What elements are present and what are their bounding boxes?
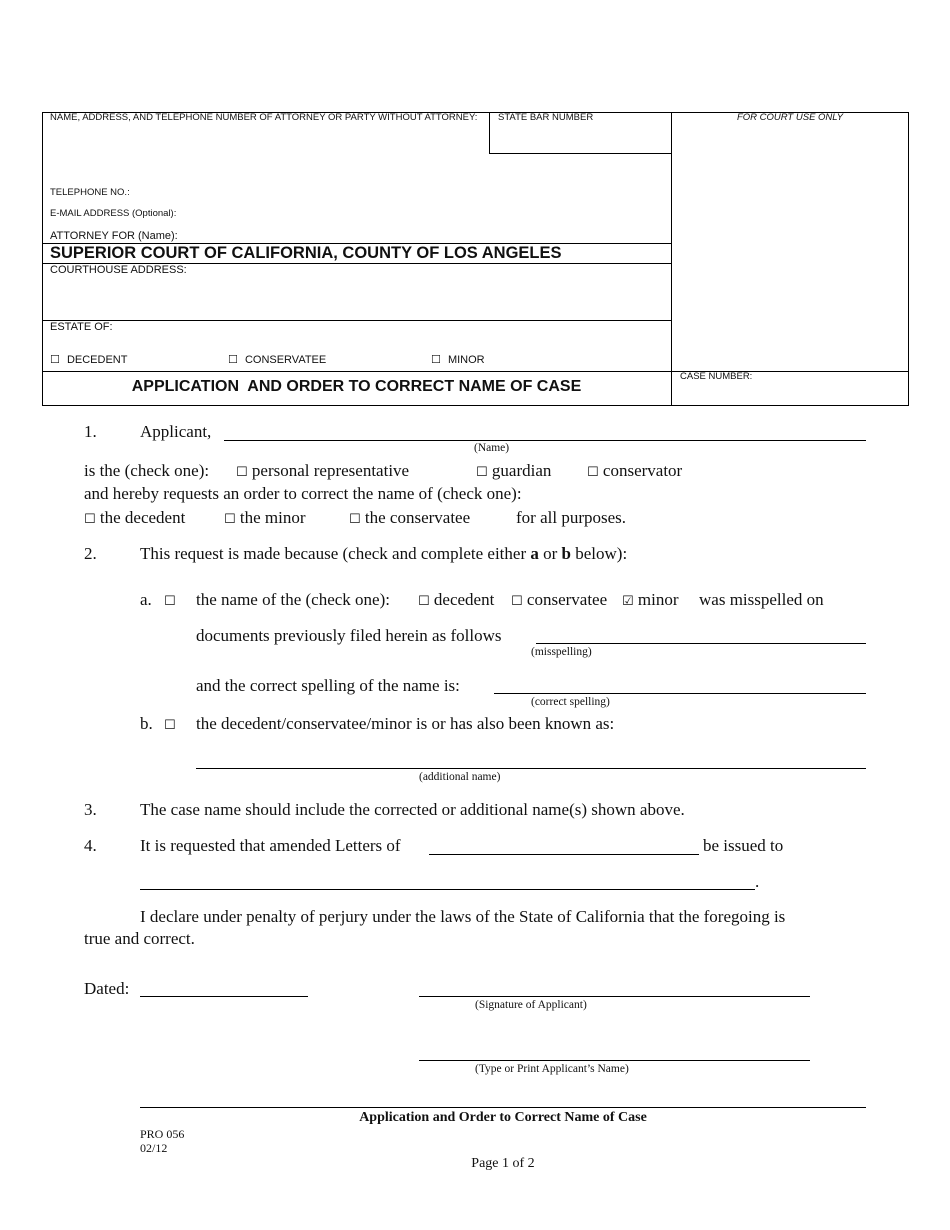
estate-label: ESTATE OF: [50,321,113,333]
form-date: 02/12 [140,1141,168,1155]
signature-caption: (Signature of Applicant) [475,999,587,1011]
for-all-purposes: for all purposes. [516,508,627,527]
item2b-checkbox[interactable] [164,714,176,734]
estate-minor-label: MINOR [447,354,485,366]
attorney-for-label: ATTORNEY FOR (Name): [50,230,178,242]
checkbox-icon[interactable]: ☐ [476,465,488,480]
declaration-line2: true and correct. [84,929,195,948]
item3-number: 3. [84,800,97,819]
telephone-label: TELEPHONE NO.: [50,187,130,198]
correct-spelling-caption: (correct spelling) [531,696,610,708]
checkbox-icon[interactable]: ☐ [164,594,176,609]
email-label: E-MAIL ADDRESS (Optional): [50,208,177,219]
item2a-minor-option[interactable] [622,590,679,610]
item2a-documents: documents previously filed herein as follows [196,626,502,645]
form-code: PRO 056 [140,1127,185,1141]
role-personal-rep-label: personal representative [251,461,410,480]
item2a-decedent-option[interactable] [418,590,494,610]
letters-of-field[interactable] [429,854,699,855]
additional-name-field[interactable] [196,768,866,769]
applicant-name-field[interactable] [224,440,866,441]
correct-decedent-option[interactable] [84,508,185,528]
applicant-label: Applicant, [140,422,212,441]
correct-spelling-field[interactable] [494,693,866,694]
additional-name-caption: (additional name) [419,771,501,783]
estate-conservatee-option[interactable] [228,353,326,366]
item2b-label: b. [140,714,153,733]
checkbox-icon[interactable]: ☐ [50,353,60,366]
item4-number: 4. [84,836,97,855]
courthouse-label: COURTHOUSE ADDRESS: [50,264,187,276]
item2-or: or [538,544,562,563]
correct-spelling-label: and the correct spelling of the name is: [196,676,460,695]
dated-label: Dated: [84,979,130,998]
checkbox-icon[interactable]: ☐ [431,353,441,366]
item2-text-after: below): [571,544,628,563]
correct-minor-option[interactable] [224,508,306,528]
role-conservator-option[interactable] [587,461,682,481]
role-guardian-option[interactable] [476,461,551,481]
item2a-label: a. [140,590,152,609]
form-title: APPLICATION AND ORDER TO CORRECT NAME OF CASE [131,378,582,395]
state-bar-label: STATE BAR NUMBER [498,112,594,123]
item2a-conservatee-option[interactable] [511,590,607,610]
checkbox-icon[interactable]: ☐ [236,465,248,480]
role-personal-rep-option[interactable] [236,461,409,481]
correct-conservatee-option[interactable] [349,508,470,528]
checkbox-icon[interactable]: ☐ [511,594,523,609]
checkbox-icon[interactable]: ☐ [418,594,430,609]
checked-checkbox-icon[interactable]: ☑ [622,594,634,609]
misspelling-field[interactable] [536,643,866,644]
footer-title: Application and Order to Correct Name of Case [359,1110,647,1125]
item4-text-before: It is requested that amended Letters of [140,836,401,855]
correct-conservatee-label: the conservatee [364,508,471,527]
issued-to-period: . [755,872,760,891]
checkbox-icon[interactable]: ☐ [224,512,236,527]
item2a-decedent-label: decedent [433,590,495,609]
checkbox-icon[interactable]: ☐ [228,353,238,366]
court-use-label: FOR COURT USE ONLY [736,112,844,123]
item2-number: 2. [84,544,97,563]
item2-intro [140,544,627,564]
role-guardian-label: guardian [491,461,552,480]
item2-b-letter: b [561,544,572,563]
item2a-misspelled: was misspelled on [699,590,824,609]
checkbox-icon[interactable]: ☐ [84,512,96,527]
estate-decedent-option[interactable] [50,353,127,366]
checkbox-icon[interactable]: ☐ [164,718,176,733]
role-row [84,461,209,481]
misspelling-caption: (misspelling) [531,646,592,658]
requests-text: and hereby requests an order to correct the name of (check one): [84,484,522,503]
checkbox-icon[interactable]: ☐ [587,465,599,480]
case-number-label: CASE NUMBER: [680,371,753,382]
declaration-line1: I declare under penalty of perjury under the laws of the State of California that the foregoing is [140,907,786,926]
item2-a-letter: a [530,544,539,563]
item1-number: 1. [84,422,97,441]
item2a-conservatee-label: conservatee [526,590,608,609]
print-name-caption: (Type or Print Applicant’s Name) [475,1063,629,1075]
correct-minor-label: the minor [239,508,306,527]
issued-to-field[interactable] [140,889,755,890]
print-name-field[interactable] [419,1060,810,1061]
estate-conservatee-label: CONSERVATEE [244,354,327,366]
dated-field[interactable] [140,996,308,997]
signature-field[interactable] [419,996,810,997]
item2b-text: the decedent/conservatee/minor is or has also been known as: [196,714,615,733]
footer-rule [140,1107,866,1108]
name-caption: (Name) [474,442,510,454]
attorney-label: NAME, ADDRESS, AND TELEPHONE NUMBER OF ATTORNEY OR PARTY WITHOUT ATTORNEY: [50,112,478,123]
item2a-minor-label: minor [637,590,679,609]
is-the-label: is the (check one): [84,461,210,480]
estate-minor-option[interactable] [431,353,485,366]
item2-text-before: This request is made because (check and complete either [140,544,531,563]
role-conservator-label: conservator [602,461,683,480]
court-name: SUPERIOR COURT OF CALIFORNIA, COUNTY OF LOS ANGELES [50,244,562,262]
item3-text: The case name should include the corrected or additional name(s) shown above. [140,800,685,819]
correct-decedent-label: the decedent [99,508,186,527]
item4-text-after: be issued to [703,836,784,855]
page-number: Page 1 of 2 [471,1156,535,1171]
checkbox-icon[interactable]: ☐ [349,512,361,527]
item2a-text: the name of the (check one): [196,590,390,609]
estate-decedent-label: DECEDENT [66,354,128,366]
item2a-checkbox[interactable] [164,590,176,610]
